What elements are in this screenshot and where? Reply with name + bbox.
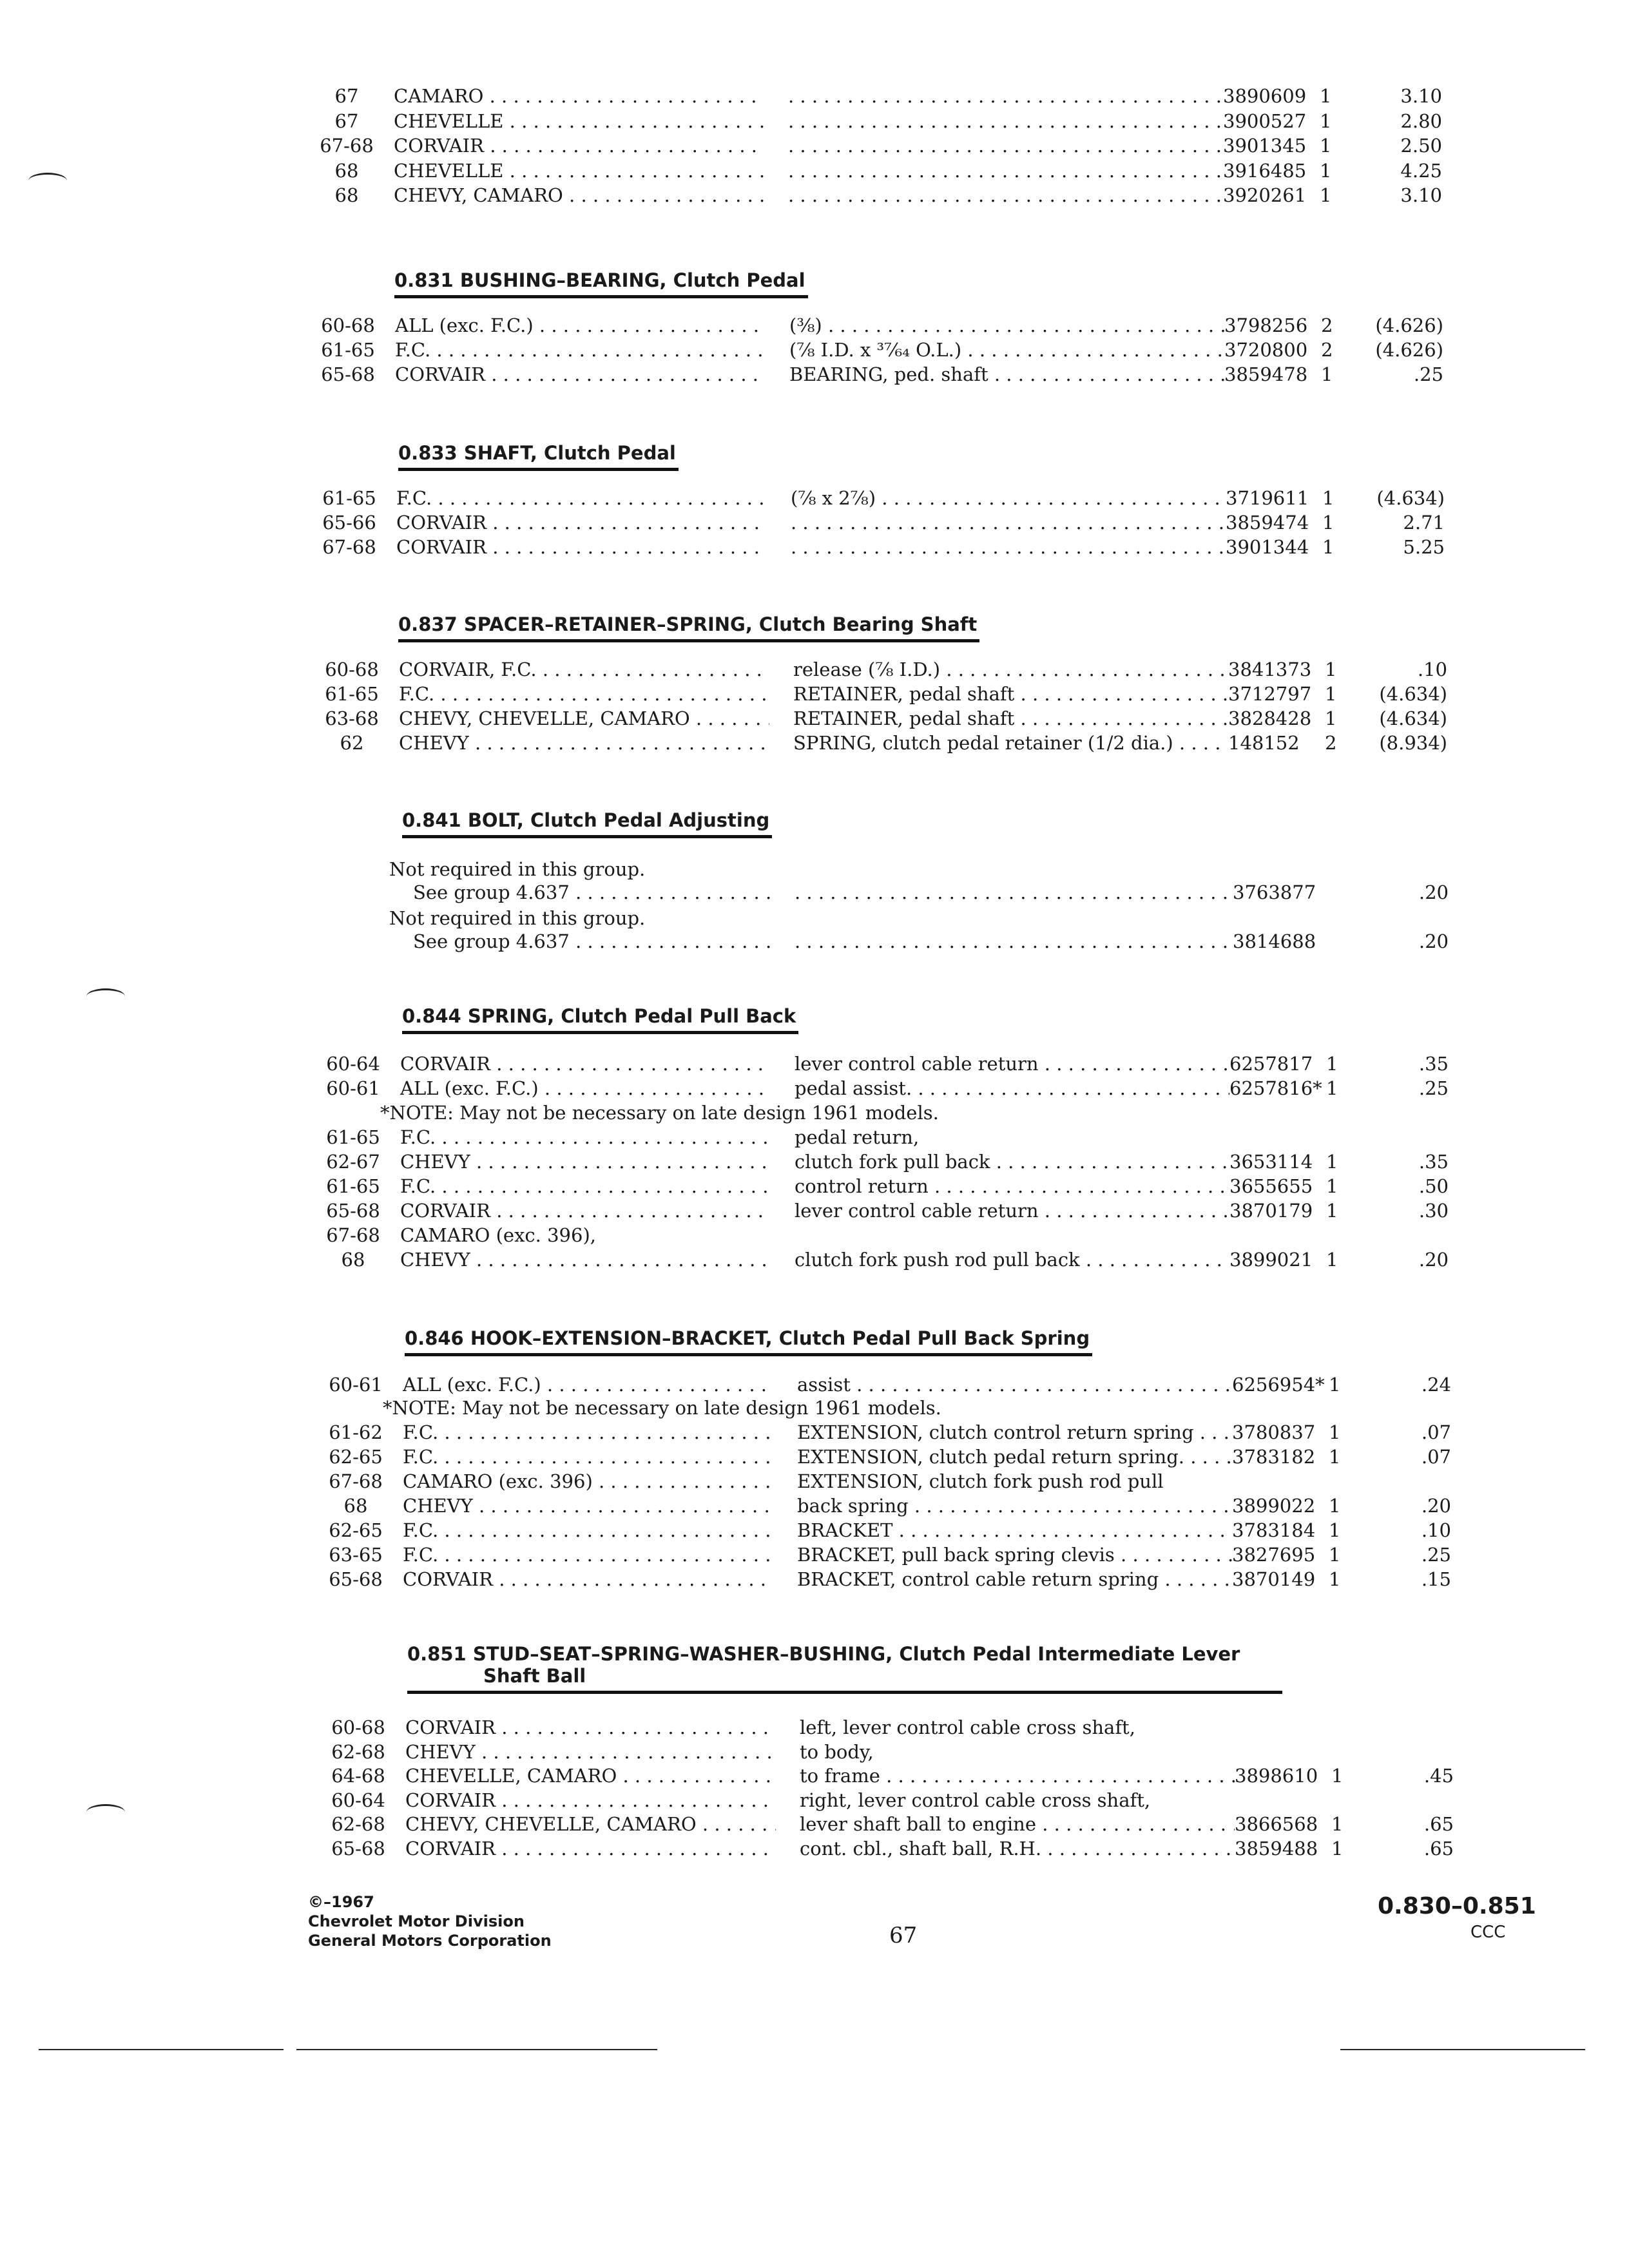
model-year: 60-61 (326, 1077, 380, 1099)
model-name: F.C. . . . (395, 339, 766, 361)
model-name: CAMARO . . . (394, 85, 764, 107)
table-row (307, 683, 1454, 707)
part-number: 3890609 (1223, 85, 1307, 107)
model-year: 62-65 (329, 1519, 383, 1541)
part-number: 3814688 (1233, 930, 1316, 952)
model-year: 67-68 (329, 1470, 383, 1492)
model-year: 63-68 (325, 707, 379, 729)
quantity: 1 (1329, 1374, 1341, 1396)
model-name: CHEVELLE . . . (394, 110, 764, 132)
price: .07 (1421, 1446, 1451, 1468)
model-name: CORVAIR . . . (405, 1838, 776, 1860)
desc-leader (795, 930, 1229, 952)
price: 5.25 (1403, 536, 1445, 558)
description (791, 512, 1226, 533)
table-row (313, 1765, 1460, 1789)
table-row (304, 536, 1451, 561)
price: .35 (1418, 1053, 1449, 1075)
price: .20 (1421, 1495, 1451, 1517)
model-name: CORVAIR . . . (394, 135, 764, 157)
model-name: CHEVELLE . . . (394, 160, 764, 182)
part-number: 3827695 (1232, 1544, 1316, 1566)
part-number: 3870179 (1229, 1200, 1313, 1222)
description: BRACKET . . . (797, 1519, 1232, 1541)
price: (4.634) (1376, 487, 1445, 509)
description: lever shaft ball to engine . . . (800, 1813, 1235, 1835)
part-number: 3901345 (1223, 135, 1307, 157)
description: release (⅞ I.D.) . . . (793, 658, 1228, 680)
quantity: 2 (1321, 314, 1333, 336)
quantity: 1 (1329, 1495, 1341, 1517)
quantity: 1 (1322, 536, 1335, 558)
model-year: 67 (334, 85, 359, 107)
table-row (308, 1053, 1455, 1077)
part-number: 3866568 (1235, 1813, 1318, 1835)
table-row (311, 1568, 1458, 1593)
model-name: CORVAIR . . . (405, 1789, 776, 1811)
table-row (313, 1741, 1460, 1765)
part-number: 3780837 (1232, 1421, 1316, 1443)
quantity: 1 (1322, 487, 1335, 509)
model-name: CORVAIR . . . (403, 1568, 773, 1590)
part-number: 3720800 (1224, 339, 1308, 361)
table-row (308, 1224, 1455, 1249)
model-name: CHEVY, CHEVELLE, CAMARO . . . (399, 707, 769, 729)
model-name: CORVAIR . . . (395, 363, 766, 385)
part-number: 3859478 (1224, 363, 1308, 385)
price: 3.10 (1400, 85, 1442, 107)
table-row (308, 1200, 1455, 1224)
description: left, lever control cable cross shaft, (800, 1716, 1135, 1738)
table-row (308, 1249, 1455, 1273)
table-row (311, 1470, 1458, 1495)
description: EXTENSION, clutch fork push rod pull (797, 1470, 1164, 1492)
scan-line (296, 2049, 657, 2050)
part-number: 6257816* (1229, 1077, 1322, 1099)
description: RETAINER, pedal shaft . . . (793, 707, 1228, 729)
description: lever control cable return . . . (795, 1053, 1229, 1075)
model-year: 60-64 (326, 1053, 380, 1075)
model-name: F.C. . . . (396, 487, 767, 509)
table-row (313, 1789, 1460, 1814)
scan-line (39, 2049, 284, 2050)
model-name: ALL (exc. F.C.) . . . (395, 314, 766, 336)
model-year: 61-62 (329, 1421, 383, 1443)
description: clutch fork push rod pull back . . . (795, 1249, 1229, 1271)
price: .10 (1421, 1519, 1451, 1541)
model-name: CORVAIR . . . (396, 536, 767, 558)
quantity: 1 (1325, 683, 1337, 705)
quantity: 2 (1325, 732, 1337, 754)
quantity: 1 (1329, 1544, 1341, 1566)
model-name: CORVAIR, F.C. . . . (399, 658, 769, 680)
model-name: CHEVY . . . (403, 1495, 773, 1517)
part-number: 3898610 (1235, 1765, 1318, 1787)
part-number: 3870149 (1232, 1568, 1316, 1590)
model-year: 62-68 (331, 1813, 385, 1835)
quantity: 1 (1329, 1519, 1341, 1541)
part-number: 6257817 (1229, 1053, 1313, 1075)
section-0851-title-line1: 0.851 STUD–SEAT–SPRING–WASHER–BUSHING, Clutch Pedal Intermediate Lever (407, 1643, 1240, 1665)
description: clutch fork pull back . . . (795, 1151, 1229, 1173)
description: EXTENSION, clutch pedal return spring. . . . (797, 1446, 1232, 1468)
price: 4.25 (1400, 160, 1442, 182)
description (788, 160, 1223, 182)
table-row (303, 339, 1450, 363)
description (788, 110, 1223, 132)
part-number: 3798256 (1224, 314, 1308, 336)
part-number: 3763877 (1233, 881, 1316, 903)
table-row (311, 1519, 1458, 1544)
model-year: 65-68 (331, 1838, 385, 1860)
table-row (302, 135, 1449, 159)
price: .45 (1423, 1765, 1454, 1787)
model-name: CHEVY . . . (405, 1741, 776, 1763)
model-year: 65-68 (326, 1200, 380, 1222)
table-row (307, 707, 1454, 732)
model-year: 67-68 (320, 135, 374, 157)
model-year: 61-65 (326, 1175, 380, 1197)
table-row (308, 881, 1455, 906)
quantity: 2 (1321, 339, 1333, 361)
table-row (304, 487, 1451, 512)
model-year: 65-68 (321, 363, 375, 385)
quantity: 1 (1331, 1765, 1344, 1787)
model-year: 63-65 (329, 1544, 383, 1566)
quantity: 1 (1322, 512, 1335, 533)
section-0851-title (407, 1643, 1285, 1694)
price: .30 (1418, 1200, 1449, 1222)
part-number: 3899022 (1232, 1495, 1316, 1517)
description: BRACKET, control cable return spring . . . (797, 1568, 1232, 1590)
table-row (313, 1813, 1460, 1838)
table-row (303, 363, 1450, 388)
model-year: 60-64 (331, 1789, 385, 1811)
part-number: 3828428 (1228, 707, 1312, 729)
model-name: CHEVY, CAMARO . . . (394, 184, 764, 206)
model-name: CHEVELLE, CAMARO . . . (405, 1765, 776, 1787)
description (788, 184, 1223, 206)
model-year: 61-65 (322, 487, 376, 509)
description: assist . . . (797, 1374, 1232, 1396)
model-name: CORVAIR . . . (400, 1053, 771, 1075)
model-name: CORVAIR . . . (400, 1200, 771, 1222)
model-name: CORVAIR . . . (396, 512, 767, 533)
description: (⅞ x 2⅞) . . . (791, 487, 1226, 509)
part-number: 148152 (1228, 732, 1300, 754)
description: lever control cable return . . . (795, 1200, 1229, 1222)
description: to frame . . . (800, 1765, 1235, 1787)
quantity: 1 (1331, 1838, 1344, 1860)
description: EXTENSION, clutch control return spring . . . (797, 1421, 1232, 1443)
price: (4.626) (1375, 314, 1443, 336)
part-number: 3653114 (1229, 1151, 1313, 1173)
model-name: F.C. . . . (403, 1519, 773, 1541)
description: (⅜) . . . (789, 314, 1224, 336)
table-row (308, 1175, 1455, 1200)
table-row (313, 1838, 1460, 1862)
part-number: 3901344 (1226, 536, 1309, 558)
price: .20 (1418, 881, 1449, 903)
model-year: 60-68 (321, 314, 375, 336)
section-0833-title: 0.833 SHAFT, Clutch Pedal (398, 442, 679, 471)
model-name: F.C. . . . (400, 1126, 771, 1148)
model-name: ALL (exc. F.C.) . . . (403, 1374, 773, 1396)
quantity: 1 (1329, 1446, 1341, 1468)
model-year: 62-65 (329, 1446, 383, 1468)
description: cont. cbl., shaft ball, R.H. . . . (800, 1838, 1235, 1860)
model-year: 67 (334, 110, 359, 132)
price: .65 (1423, 1838, 1454, 1860)
model-name: CHEVY . . . (400, 1151, 771, 1173)
price: .25 (1418, 1077, 1449, 1099)
price: (4.634) (1379, 707, 1447, 729)
margin-mark (86, 988, 125, 1004)
price: 2.71 (1403, 512, 1445, 533)
quantity: 1 (1325, 658, 1337, 680)
model-year: 61-65 (325, 683, 379, 705)
note-not-required: Not required in this group. (389, 858, 646, 880)
price: 2.80 (1400, 110, 1442, 132)
footer-code: CCC (1470, 1923, 1506, 1942)
model-year: 65-68 (329, 1568, 383, 1590)
table-row (308, 1126, 1455, 1151)
table-row (308, 930, 1455, 955)
table-row (302, 160, 1449, 184)
part-number: 3783184 (1232, 1519, 1316, 1541)
model-name: CHEVY . . . (400, 1249, 771, 1271)
section-0846-title: 0.846 HOOK–EXTENSION–BRACKET, Clutch Pedal Pull Back Spring (405, 1327, 1092, 1356)
price: 3.10 (1400, 184, 1442, 206)
model-name: F.C. . . . (399, 683, 769, 705)
desc-leader (795, 881, 1229, 903)
model-year: 61-65 (321, 339, 375, 361)
quantity: 1 (1321, 363, 1333, 385)
part-number: 3719611 (1226, 487, 1309, 509)
section-0844-note: *NOTE: May not be necessary on late design 1961 models. (380, 1102, 939, 1124)
quantity: 1 (1320, 135, 1332, 157)
part-number: 6256954* (1232, 1374, 1325, 1396)
price: .20 (1418, 930, 1449, 952)
model-name: CAMARO (exc. 396), (400, 1224, 596, 1246)
quantity: 1 (1329, 1568, 1341, 1590)
table-row (311, 1421, 1458, 1446)
section-0831-title: 0.831 BUSHING–BEARING, Clutch Pedal (394, 269, 808, 298)
price: .65 (1423, 1813, 1454, 1835)
model-year: 67-68 (326, 1224, 380, 1246)
quantity: 1 (1326, 1151, 1338, 1173)
description: BEARING, ped. shaft . . . (789, 363, 1224, 385)
model-name: F.C. . . . (403, 1544, 773, 1566)
table-row (311, 1446, 1458, 1470)
table-row (307, 732, 1454, 756)
table-row (302, 184, 1449, 209)
part-number: 3655655 (1229, 1175, 1313, 1197)
part-number: 3859488 (1235, 1838, 1318, 1860)
quantity: 1 (1320, 160, 1332, 182)
quantity: 1 (1326, 1175, 1338, 1197)
section-0837-title: 0.837 SPACER–RETAINER–SPRING, Clutch Bearing Shaft (398, 613, 979, 642)
note-not-required: Not required in this group. (389, 907, 646, 929)
quantity: 1 (1331, 1813, 1344, 1835)
scan-line (1340, 2049, 1585, 2050)
description: pedal assist. . . . (795, 1077, 1229, 1099)
model-year: 60-68 (325, 658, 379, 680)
footer-corporation: General Motors Corporation (308, 1932, 552, 1950)
quantity: 1 (1326, 1200, 1338, 1222)
see-group-text: See group 4.637 . . . (413, 930, 771, 952)
model-year: 68 (341, 1249, 365, 1271)
model-year: 62 (340, 732, 364, 754)
footer-division: Chevrolet Motor Division (308, 1912, 525, 1930)
quantity: 1 (1325, 707, 1337, 729)
price: .50 (1418, 1175, 1449, 1197)
table-row (308, 1151, 1455, 1175)
model-year: 68 (334, 160, 359, 182)
model-name: F.C. . . . (400, 1175, 771, 1197)
part-number: 3859474 (1226, 512, 1309, 533)
description: control return . . . (795, 1175, 1229, 1197)
description: right, lever control cable cross shaft, (800, 1789, 1151, 1811)
description: to body, (800, 1741, 874, 1763)
price: .24 (1421, 1374, 1451, 1396)
price: .35 (1418, 1151, 1449, 1173)
table-row (302, 85, 1449, 110)
price: (4.634) (1379, 683, 1447, 705)
price: (8.934) (1379, 732, 1447, 754)
description: SPRING, clutch pedal retainer (1/2 dia.) . . . (793, 732, 1228, 754)
quantity: 1 (1326, 1249, 1338, 1271)
part-number: 3783182 (1232, 1446, 1316, 1468)
price: .15 (1421, 1568, 1451, 1590)
table-row (307, 658, 1454, 683)
quantity: 1 (1329, 1421, 1341, 1443)
model-year: 62-67 (326, 1151, 380, 1173)
model-year: 60-61 (329, 1374, 383, 1396)
description: BRACKET, pull back spring clevis . . . (797, 1544, 1232, 1566)
margin-mark (86, 1804, 125, 1820)
price: 2.50 (1400, 135, 1442, 157)
table-row (313, 1716, 1460, 1741)
part-number: 3920261 (1223, 184, 1307, 206)
section-0846-note: *NOTE: May not be necessary on late design 1961 models. (383, 1397, 941, 1419)
part-number: 3841373 (1228, 658, 1312, 680)
description (788, 85, 1223, 107)
model-name: F.C. . . . (403, 1421, 773, 1443)
model-name: CAMARO (exc. 396) . . . (403, 1470, 773, 1492)
table-row (303, 314, 1450, 339)
quantity: 1 (1326, 1053, 1338, 1075)
table-row (311, 1544, 1458, 1568)
model-year: 61-65 (326, 1126, 380, 1148)
description: back spring . . . (797, 1495, 1232, 1517)
table-row (302, 110, 1449, 135)
see-group-text: See group 4.637 . . . (413, 881, 771, 903)
model-year: 65-66 (322, 512, 376, 533)
part-number: 3712797 (1228, 683, 1312, 705)
footer-copyright: ©–1967 (308, 1893, 374, 1911)
part-number: 3916485 (1223, 160, 1307, 182)
model-year: 67-68 (322, 536, 376, 558)
model-name: ALL (exc. F.C.) . . . (400, 1077, 771, 1099)
quantity: 1 (1320, 184, 1332, 206)
description (788, 135, 1223, 157)
table-row (308, 1077, 1455, 1102)
model-year: 64-68 (331, 1765, 385, 1787)
model-year: 60-68 (331, 1716, 385, 1738)
price: .25 (1421, 1544, 1451, 1566)
model-name: CORVAIR . . . (405, 1716, 776, 1738)
model-name: CHEVY . . . (399, 732, 769, 754)
part-number: 3900527 (1223, 110, 1307, 132)
quantity: 1 (1326, 1077, 1338, 1099)
price: .10 (1417, 658, 1447, 680)
description: (⅞ I.D. x ³⁷⁄₆₄ O.L.) . . . (789, 339, 1224, 361)
description: pedal return, (795, 1126, 920, 1148)
quantity: 1 (1320, 85, 1332, 107)
section-0841-title: 0.841 BOLT, Clutch Pedal Adjusting (402, 809, 772, 838)
description (791, 536, 1226, 558)
model-year: 62-68 (331, 1741, 385, 1763)
table-row (311, 1374, 1458, 1398)
price: .25 (1413, 363, 1443, 385)
section-0844-title: 0.844 SPRING, Clutch Pedal Pull Back (402, 1005, 798, 1034)
model-year: 68 (334, 184, 359, 206)
section-range: 0.830–0.851 (1378, 1893, 1536, 1919)
model-year: 68 (343, 1495, 368, 1517)
model-name: CHEVY, CHEVELLE, CAMARO . . . (405, 1813, 776, 1835)
quantity: 1 (1320, 110, 1332, 132)
table-row (311, 1495, 1458, 1519)
page-number: 67 (889, 1923, 918, 1948)
description: RETAINER, pedal shaft . . . (793, 683, 1228, 705)
price: (4.626) (1375, 339, 1443, 361)
table-row (304, 512, 1451, 536)
price: .20 (1418, 1249, 1449, 1271)
model-name: F.C. . . . (403, 1446, 773, 1468)
margin-mark (28, 173, 67, 189)
section-0851-title-line2: Shaft Ball (407, 1665, 1282, 1694)
price: .07 (1421, 1421, 1451, 1443)
part-number: 3899021 (1229, 1249, 1313, 1271)
